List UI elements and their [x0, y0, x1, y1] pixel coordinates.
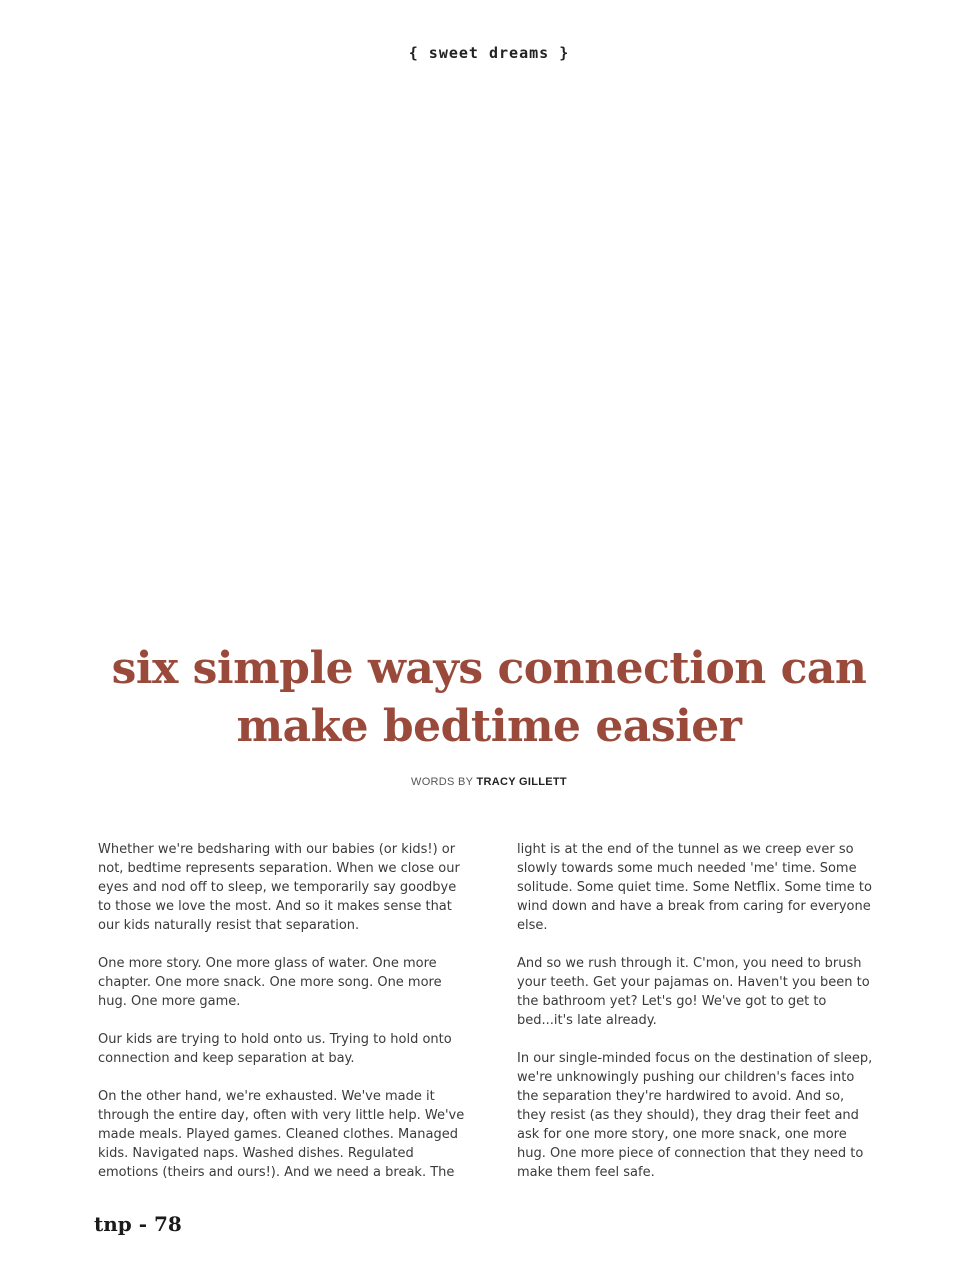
paragraph: Whether we're bedsharing with our babies (or kids!) or not, bedtime represents separation. When we close our eyes and nod off to sleep, we temporarily say goodbye to those we love the most. And so it makes sense that our kids naturally resist that separation.	[98, 842, 460, 933]
paragraph: Our kids are trying to hold onto us. Trying to hold onto connection and keep separation at bay.	[98, 1032, 452, 1066]
article-headline	[60, 640, 918, 756]
body-column-right	[517, 840, 877, 1201]
paragraph: light is at the end of the tunnel as we creep ever so slowly towards some much needed 'me' time. Some solitude. Some quiet time. Some Netflix. Some time to wind down and have a break from caring for everyone else.	[517, 842, 872, 933]
paragraph: On the other hand, we're exhausted. We've made it through the entire day, often with very little help. We've made meals. Played games. Cleaned clothes. Managed kids. Navigated naps. Washed dishes. Regulated emotions (theirs and ours!). And we need a break. The	[98, 1089, 465, 1180]
paragraph: In our single-minded focus on the destination of sleep, we're unknowingly pushing our children's faces into the separation they're hardwired to avoid. And so, they resist (as they should), they drag their feet and ask for one more story, one more snack, one more hug. One more piece of connection that they need to make them feel safe.	[517, 1051, 873, 1180]
byline	[0, 776, 978, 788]
paragraph: And so we rush through it. C'mon, you need to brush your teeth. Get your pajamas on. Haven't you been to the bathroom yet? Let's go! We've got to get to bed...it's late already.	[517, 956, 870, 1028]
headline-line-1: six simple ways connection can	[111, 643, 867, 694]
byline-prefix: WORDS BY	[411, 776, 474, 788]
page-number: tnp - 78	[94, 1212, 182, 1236]
byline-author: TRACY GILLETT	[476, 776, 567, 788]
headline-line-2: make bedtime easier	[236, 701, 742, 752]
section-tag: { sweet dreams }	[408, 44, 570, 62]
paragraph: One more story. One more glass of water. One more chapter. One more snack. One more song. One more hug. One more game.	[98, 956, 442, 1009]
body-column-left	[98, 840, 466, 1201]
